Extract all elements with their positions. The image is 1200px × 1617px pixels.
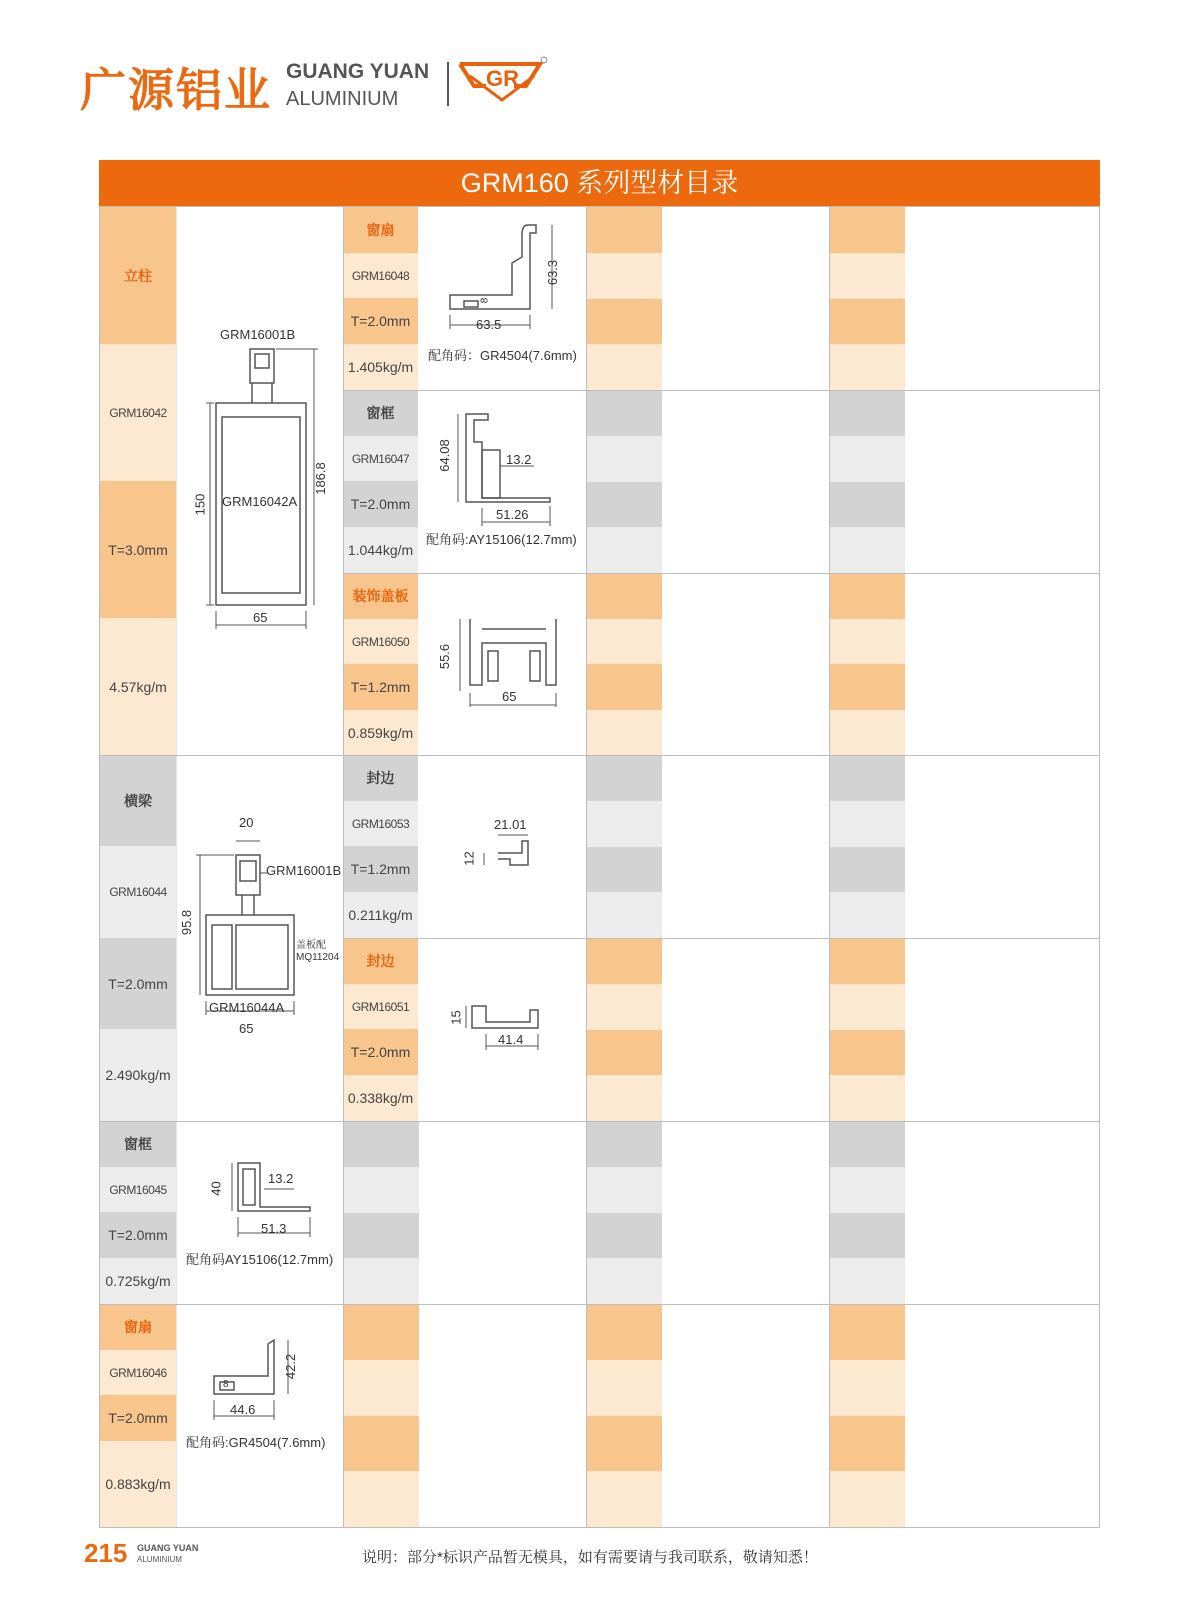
dimension-width: 63.5	[476, 317, 502, 332]
window-frame-left-drawing	[176, 1121, 343, 1304]
mid-item-weight: 1.044kg/m	[343, 527, 418, 573]
empty-label-cell	[343, 1360, 419, 1416]
empty-label-cell	[586, 755, 662, 801]
empty-label-cell	[586, 847, 662, 892]
divider	[343, 207, 344, 1527]
empty-label-cell	[343, 1167, 419, 1213]
divider	[586, 207, 587, 1527]
empty-label-cell	[829, 801, 905, 847]
empty-label-cell	[829, 573, 905, 619]
mid-item-name: 窗框	[343, 390, 418, 436]
mid-item-code: GRM16051	[343, 984, 418, 1029]
left-item-name: 横梁	[100, 755, 176, 846]
dimension-slot: 8	[479, 297, 491, 304]
empty-label-cell	[586, 619, 662, 664]
transom-profile-drawing	[176, 755, 343, 1121]
empty-label-cell	[829, 847, 905, 892]
dimension-height: 42.2	[283, 1353, 299, 1380]
empty-label-cell	[829, 482, 905, 527]
empty-label-cell	[829, 527, 905, 573]
empty-label-cell	[586, 482, 662, 527]
footer-brand: GUANG YUAN	[137, 1543, 199, 1553]
mid-item-thickness: T=2.0mm	[343, 1029, 418, 1075]
left-item-code: GRM16044	[100, 846, 176, 938]
mid-item-thickness: T=2.0mm	[343, 481, 418, 527]
empty-label-cell	[829, 664, 905, 710]
corner-connector-note: 配角码AY15106(12.7mm)	[186, 1252, 334, 1267]
edge-trim-a-drawing	[418, 755, 586, 938]
left-item-thickness: T=2.0mm	[100, 1395, 176, 1441]
left-item-code: GRM16042	[100, 344, 176, 481]
dimension-height: 64.08	[436, 439, 452, 472]
corner-connector-note: 配角码:AY15106(12.7mm)	[426, 532, 577, 547]
empty-label-cell	[586, 1258, 662, 1304]
dimension-height-outer: 186.8	[312, 462, 328, 495]
empty-label-cell	[343, 1416, 419, 1471]
dimension-height: 55.6	[437, 643, 453, 670]
mid-item-weight: 0.859kg/m	[343, 710, 418, 755]
mid-item-name: 装饰盖板	[343, 573, 418, 619]
catalog-title: GRM160 系列型材目录	[99, 160, 1100, 206]
empty-label-cell	[586, 892, 662, 938]
decorative-cover-drawing	[418, 573, 586, 755]
dimension-width: 44.6	[230, 1402, 256, 1417]
profile-catalog-table	[99, 206, 1100, 1528]
dimension-inner: 13.2	[268, 1171, 294, 1186]
empty-label-cell	[829, 938, 905, 984]
empty-label-cell	[586, 710, 662, 755]
footer-brand-subtitle: ALUMINIUM	[137, 1555, 182, 1564]
empty-label-cell	[829, 1360, 905, 1416]
left-item-code: GRM16046	[100, 1350, 176, 1395]
page-number: 215	[84, 1538, 128, 1568]
dimension-width: 65	[239, 1021, 254, 1036]
empty-label-cell	[829, 436, 905, 482]
footer-note: 说明：部分*标识产品暂无模具，如有需要请与我司联系，敬请知悉！	[362, 1549, 818, 1566]
header-divider	[447, 62, 449, 106]
dimension-height: 63.3	[545, 259, 561, 286]
empty-label-cell	[829, 1416, 905, 1471]
edge-trim-b-drawing	[418, 938, 586, 1121]
dimension-height: 40	[208, 1181, 224, 1196]
divider	[343, 573, 1100, 574]
empty-label-cell	[829, 619, 905, 664]
empty-label-cell	[343, 1304, 419, 1360]
left-item-thickness: T=2.0mm	[100, 1212, 176, 1258]
empty-label-cell	[586, 1167, 662, 1213]
empty-label-cell	[829, 207, 905, 253]
empty-label-cell	[586, 664, 662, 710]
empty-label-cell	[586, 253, 662, 299]
empty-label-cell	[586, 1075, 662, 1121]
dimension-height: 95.8	[179, 909, 195, 936]
mid-item-code: GRM16048	[343, 253, 418, 298]
dimension-width: 65	[253, 610, 268, 625]
empty-label-cell	[586, 938, 662, 984]
empty-label-cell	[829, 1304, 905, 1360]
brand-english-name: GUANG YUAN	[286, 60, 430, 83]
empty-label-cell	[586, 1304, 662, 1360]
mid-item-weight: 1.405kg/m	[343, 344, 418, 390]
sash-left-drawing	[176, 1304, 343, 1527]
left-item-name: 窗扇	[100, 1304, 176, 1350]
dimension-slot: 8	[223, 1379, 229, 1390]
empty-label-cell	[829, 1213, 905, 1258]
cover-plate-note: 盖板配 MQ11204	[296, 940, 340, 963]
mid-item-name: 封边	[343, 755, 418, 801]
empty-label-cell	[343, 1213, 419, 1258]
mid-item-code: GRM16053	[343, 801, 418, 846]
empty-label-cell	[586, 801, 662, 847]
dimension-width: 65	[502, 689, 517, 704]
divider	[100, 1121, 1100, 1122]
empty-label-cell	[586, 1416, 662, 1471]
svg-text:GR: GR	[486, 66, 519, 91]
empty-label-cell	[586, 344, 662, 390]
empty-label-cell	[586, 436, 662, 482]
left-item-weight: 2.490kg/m	[100, 1029, 176, 1121]
dimension-width: 41.4	[498, 1032, 524, 1047]
left-item-name: 窗框	[100, 1121, 176, 1167]
empty-label-cell	[586, 1030, 662, 1075]
mid-item-thickness: T=2.0mm	[343, 298, 418, 344]
empty-label-cell	[829, 299, 905, 344]
part-label-main: GRM16042A	[222, 494, 298, 509]
dimension-height: 15	[448, 1010, 464, 1025]
empty-label-cell	[829, 1167, 905, 1213]
dimension-inner: 13.2	[506, 452, 532, 467]
empty-label-cell	[586, 1471, 662, 1527]
divider	[176, 207, 177, 1527]
window-frame-mid-drawing	[418, 390, 586, 573]
dimension-height: 12	[461, 851, 477, 866]
empty-label-cell	[829, 1471, 905, 1527]
mid-item-code: GRM16047	[343, 436, 418, 481]
part-label-top: GRM16001B	[266, 863, 342, 878]
brand-chinese-name: 广源铝业	[80, 63, 272, 117]
divider	[100, 755, 1100, 756]
dimension-width-top: 20	[239, 815, 254, 830]
empty-label-cell	[829, 1075, 905, 1121]
left-item-code: GRM16045	[100, 1167, 176, 1212]
brand-logo-icon	[456, 56, 548, 106]
mid-item-name: 窗扇	[343, 207, 418, 253]
corner-connector-note: 配角码:GR4504(7.6mm)	[186, 1435, 326, 1450]
dimension-width: 51.3	[261, 1221, 287, 1236]
empty-label-cell	[586, 1360, 662, 1416]
mid-item-name: 封边	[343, 938, 418, 984]
empty-label-cell	[586, 1121, 662, 1167]
empty-label-cell	[586, 984, 662, 1030]
empty-label-cell	[829, 1030, 905, 1075]
empty-label-cell	[829, 390, 905, 436]
corner-connector-note: 配角码：GR4504(7.6mm)	[428, 348, 577, 363]
mid-item-thickness: T=1.2mm	[343, 664, 418, 710]
left-item-weight: 0.883kg/m	[100, 1441, 176, 1527]
left-item-thickness: T=3.0mm	[100, 481, 176, 618]
empty-label-cell	[586, 207, 662, 253]
part-label-top: GRM16001B	[220, 327, 296, 342]
empty-label-cell	[586, 1213, 662, 1258]
mid-item-weight: 0.338kg/m	[343, 1075, 418, 1121]
empty-label-cell	[586, 390, 662, 436]
empty-label-cell	[829, 1121, 905, 1167]
column-profile-drawing	[176, 207, 343, 755]
empty-label-cell	[829, 755, 905, 801]
empty-label-cell	[343, 1471, 419, 1527]
empty-label-cell	[829, 710, 905, 755]
dimension-width: 21.01	[494, 817, 527, 832]
brand-english-subtitle: ALUMINIUM	[286, 88, 399, 110]
empty-label-cell	[343, 1258, 419, 1304]
dimension-height-inner: 150	[192, 493, 208, 516]
empty-label-cell	[586, 299, 662, 344]
divider	[829, 207, 830, 1527]
empty-label-cell	[829, 253, 905, 299]
empty-label-cell	[829, 892, 905, 938]
empty-label-cell	[829, 984, 905, 1030]
mid-item-thickness: T=1.2mm	[343, 846, 418, 892]
empty-label-cell	[343, 1121, 419, 1167]
empty-label-cell	[586, 527, 662, 573]
divider	[343, 390, 1100, 391]
empty-label-cell	[829, 1258, 905, 1304]
left-item-weight: 0.725kg/m	[100, 1258, 176, 1304]
sash-mid-drawing	[418, 207, 586, 390]
empty-label-cell	[829, 344, 905, 390]
mid-item-code: GRM16050	[343, 619, 418, 664]
left-item-thickness: T=2.0mm	[100, 938, 176, 1029]
left-item-weight: 4.57kg/m	[100, 618, 176, 755]
mid-item-weight: 0.211kg/m	[343, 892, 418, 938]
divider	[100, 1304, 1100, 1305]
dimension-width: 51.26	[496, 507, 529, 522]
part-label-main: GRM16044A	[209, 1000, 285, 1015]
divider	[343, 938, 1100, 939]
empty-label-cell	[586, 573, 662, 619]
left-item-name: 立柱	[100, 207, 176, 344]
